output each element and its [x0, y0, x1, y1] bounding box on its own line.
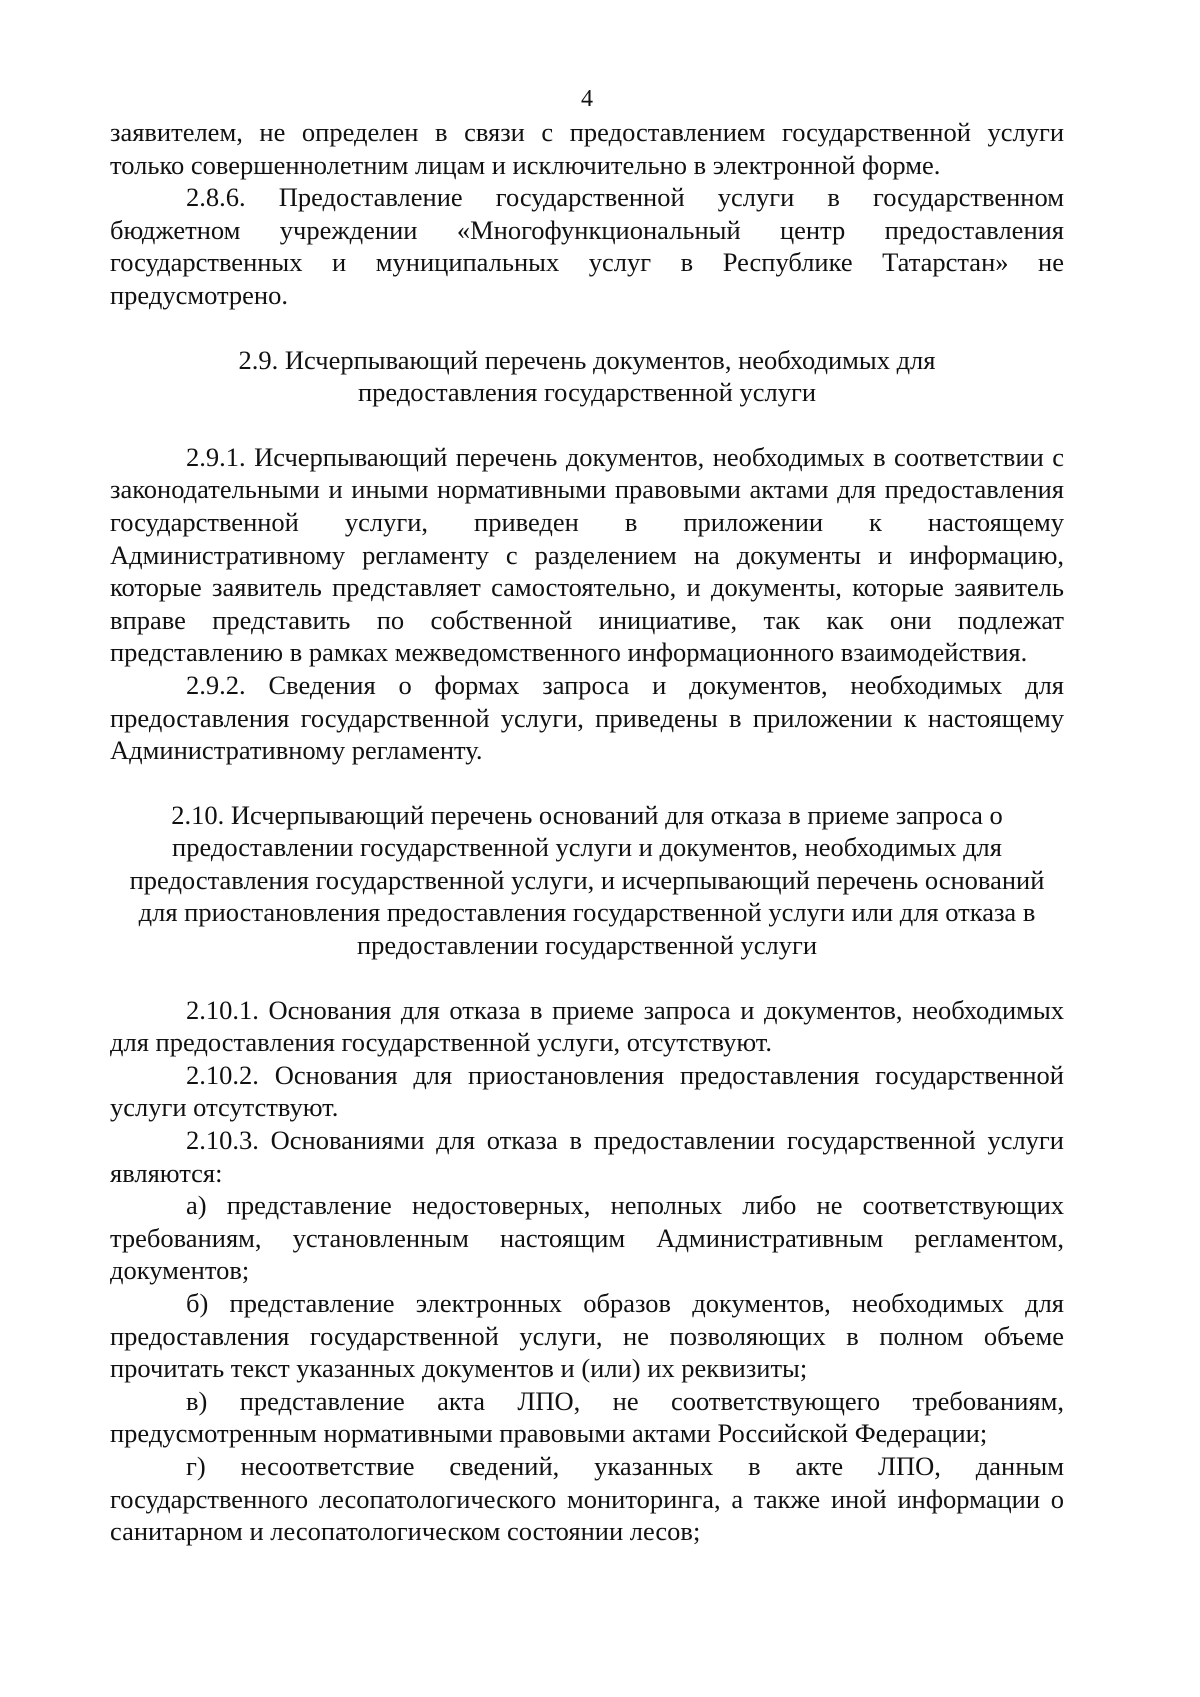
list-item-a: а) представление недостоверных, неполных либо не соответствующих требованиям, установленным настоящим Административным регламентом, документов; — [110, 1190, 1064, 1286]
list-item-v: в) представление акта ЛПО, не соответствующего требованиям, предусмотренным нормативными правовыми актами Российской Федерации; — [110, 1385, 1064, 1449]
paragraph-2-10-3: 2.10.3. Основаниями для отказа в предоставлении государственной услуги являются: — [110, 1125, 1064, 1188]
paragraph-2-9-1: 2.9.1. Исчерпывающий перечень документов, необходимых в соответствии с законодательными и иными нормативными правовыми актами для предоставления государственной услуги, приведен в приложении к настоящему Административному регламенту с разделением на документы и информацию, которые заявитель представляет самостоятельно, и документы, которые заявитель вправе представить по собственной инициативе, так как они подлежат представлению в рамках межведомственного информационного взаимодействия. — [110, 441, 1064, 668]
list-item-b: б) представление электронных образов документов, необходимых для предоставления государственной услуги, не позволяющих в полном объеме прочитать текст указанных документов и (или) их реквизиты; — [110, 1288, 1064, 1384]
paragraph-2-9-2: 2.9.2. Сведения о формах запроса и документов, необходимых для предоставления государственной услуги, приведены в приложении к настоящему Административному регламенту. — [110, 669, 1064, 766]
page-number: 4 — [581, 86, 593, 112]
section-heading-2-9: 2.9. Исчерпывающий перечень документов, необходимых для предоставления государственной услуги — [238, 344, 936, 408]
paragraph-2-8-6: 2.8.6. Предоставление государственной услуги в государственном бюджетном учреждении «Многофункциональный центр предоставления государственных и муниципальных услуг в Республике Татарстан» не предусмотрено. — [110, 182, 1064, 310]
section-heading-2-10: 2.10. Исчерпывающий перечень оснований для отказа в приеме запроса о предоставлении государственной услуги и документов, необходимых для предоставления государственной услуги, и исчерпывающий перечень оснований для приостановления предоставления государственной услуги или для отказа в предоставлении государственной услуги — [129, 799, 1045, 961]
paragraph-continuation: заявителем, не определен в связи с предоставлением государственной услуги только совершеннолетним лицам и исключительно в электронной форме. — [110, 117, 1064, 180]
paragraph-2-10-2: 2.10.2. Основания для приостановления предоставления государственной услуги отсутствуют. — [110, 1059, 1064, 1123]
paragraph-2-10-1: 2.10.1. Основания для отказа в приеме запроса и документов, необходимых для предоставления государственной услуги, отсутствуют. — [110, 994, 1064, 1058]
list-item-g: г) несоответствие сведений, указанных в акте ЛПО, данным государственного лесопатологического мониторинга, а также иной информации о санитарном и лесопатологическом состоянии лесов; — [110, 1450, 1064, 1547]
